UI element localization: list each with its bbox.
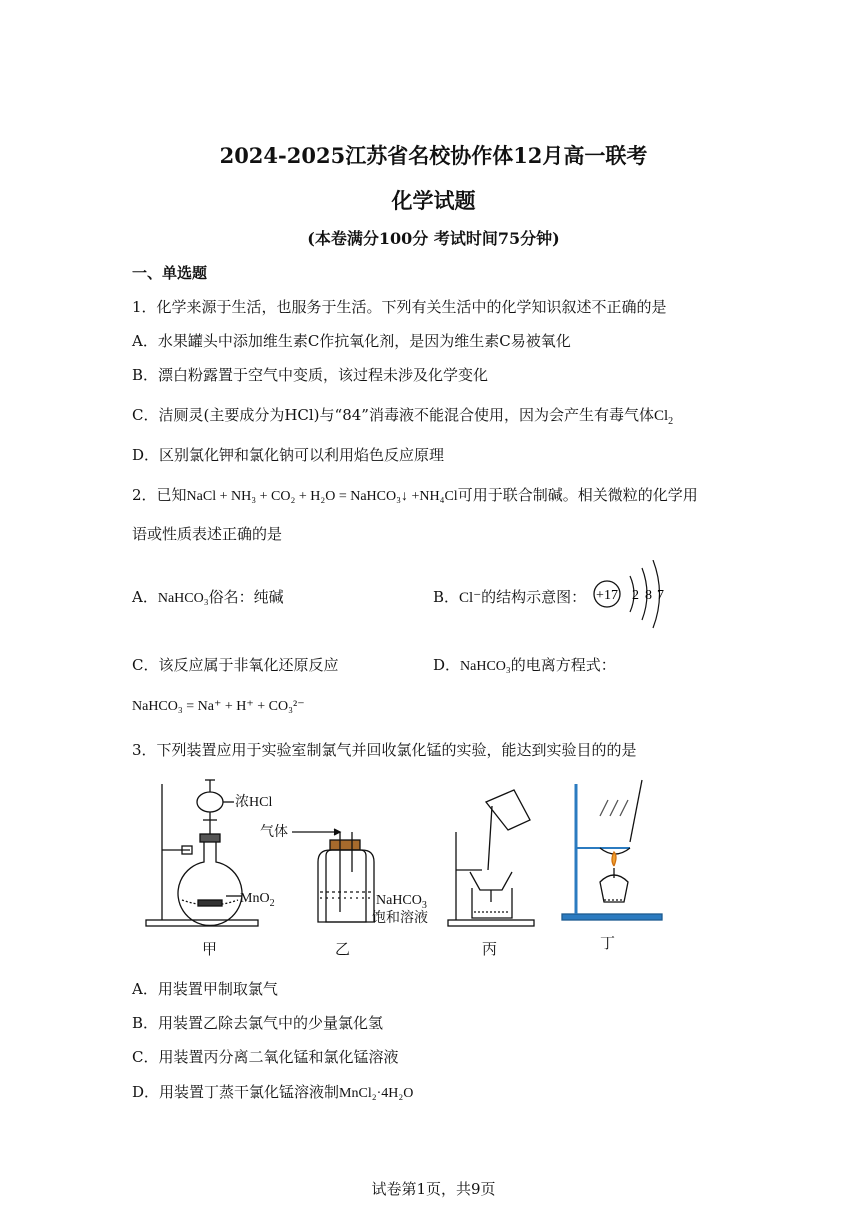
q2-stem: 2．已知NaCl + NH₃ + CO₂ + H₂O = NaHCO₃↓ +NH₄Cl可用于联合制碱。相关微粒的化学用 [132, 486, 698, 504]
label-mno2: MnO$_2$ [240, 891, 275, 909]
q3-apparatus-figure [130, 772, 670, 967]
section-heading: 一、单选题 [132, 264, 208, 282]
q2-equation: NaCl + NH₃ + CO₂ + H₂O = NaHCO₃↓ +NH₄Cl [186, 489, 458, 504]
caption-yi: 乙 [335, 942, 351, 958]
caption-ding: 丁 [600, 936, 616, 952]
exam-title: 2024-2025江苏省名校协作体12月高一联考 [219, 143, 648, 168]
structure-shell-1: 2 [632, 588, 639, 603]
q3-stem: 3．下列装置应用于实验室制氯气并回收氯化锰的实验，能达到实验目的的是 [132, 741, 637, 759]
label-conc-hcl: 浓HCl [235, 795, 273, 810]
q3-option-d: D．用装置丁蒸干氯化锰溶液制MnCl₂·4H₂O [132, 1083, 414, 1101]
structure-nucleus-charge: +17 [596, 588, 618, 603]
q2-option-a: A．NaHCO₃俗名：纯碱 [132, 588, 284, 606]
q1-option-a: A．水果罐头中添加维生素C作抗氧化剂，是因为维生素C易被氧化 [132, 332, 571, 350]
q2-stem-line2: 语或性质表述正确的是 [132, 525, 283, 543]
q2-option-c: C．该反应属于非氧化还原反应 [132, 656, 339, 674]
q2-option-d-formula: NaHCO₃ [460, 659, 511, 674]
q3-option-a: A．用装置甲制取氯气 [132, 980, 278, 998]
q1-stem: 1．化学来源于生活，也服务于生活。下列有关生活中的化学知识叙述不正确的是 [132, 298, 667, 316]
label-nahco3: NaHCO$_3$ [376, 893, 427, 911]
q3-option-b: B．用装置乙除去氯气中的少量氯化氢 [132, 1014, 384, 1032]
q2-ionization-equation: NaHCO₃ = Na⁺ + H⁺ + CO₃²⁻ [132, 699, 305, 714]
q1-option-c-formula: $Cl_2$ [653, 408, 674, 427]
q1-option-d: D．区别氯化钾和氯化钠可以利用焰色反应原理 [132, 446, 445, 464]
q1-option-c-text: C．洁厕灵(主要成分为HCl)与“84”消毒液不能混合使用，因为会产生有毒气体 [132, 406, 654, 424]
caption-jia: 甲 [202, 942, 218, 958]
q3-option-c: C．用装置丙分离二氧化锰和氯化锰溶液 [132, 1048, 399, 1066]
q2-option-b: B．Cl⁻的结构示意图： [433, 588, 587, 606]
apparatus-bing [448, 790, 534, 926]
apparatus-yi [292, 829, 374, 922]
exam-note: (本卷满分100分 考试时间75分钟) [307, 229, 560, 248]
chloride-ion-structure-diagram [590, 560, 680, 632]
q2-option-b-ion: Cl⁻ [459, 590, 482, 606]
q1-option-b: B．漂白粉露置于空气中变质，该过程未涉及化学变化 [132, 366, 489, 384]
structure-shell-3: 7 [657, 588, 664, 603]
q2-option-a-formula: NaHCO₃ [157, 591, 209, 606]
q2-option-d: D．NaHCO₃的电离方程式： [433, 656, 616, 674]
label-saturated-solution: 饱和溶液 [372, 911, 428, 926]
q1-option-c [132, 404, 673, 427]
exam-subtitle: 化学试题 [391, 188, 476, 213]
apparatus-ding [562, 780, 662, 920]
label-gas: 气体 [260, 825, 288, 840]
page-footer: 试卷第1页，共9页 [371, 1180, 496, 1198]
q3-option-d-formula: MnCl₂·4H₂O [339, 1086, 414, 1101]
caption-bing: 丙 [482, 942, 498, 958]
structure-shell-2: 8 [645, 588, 652, 603]
